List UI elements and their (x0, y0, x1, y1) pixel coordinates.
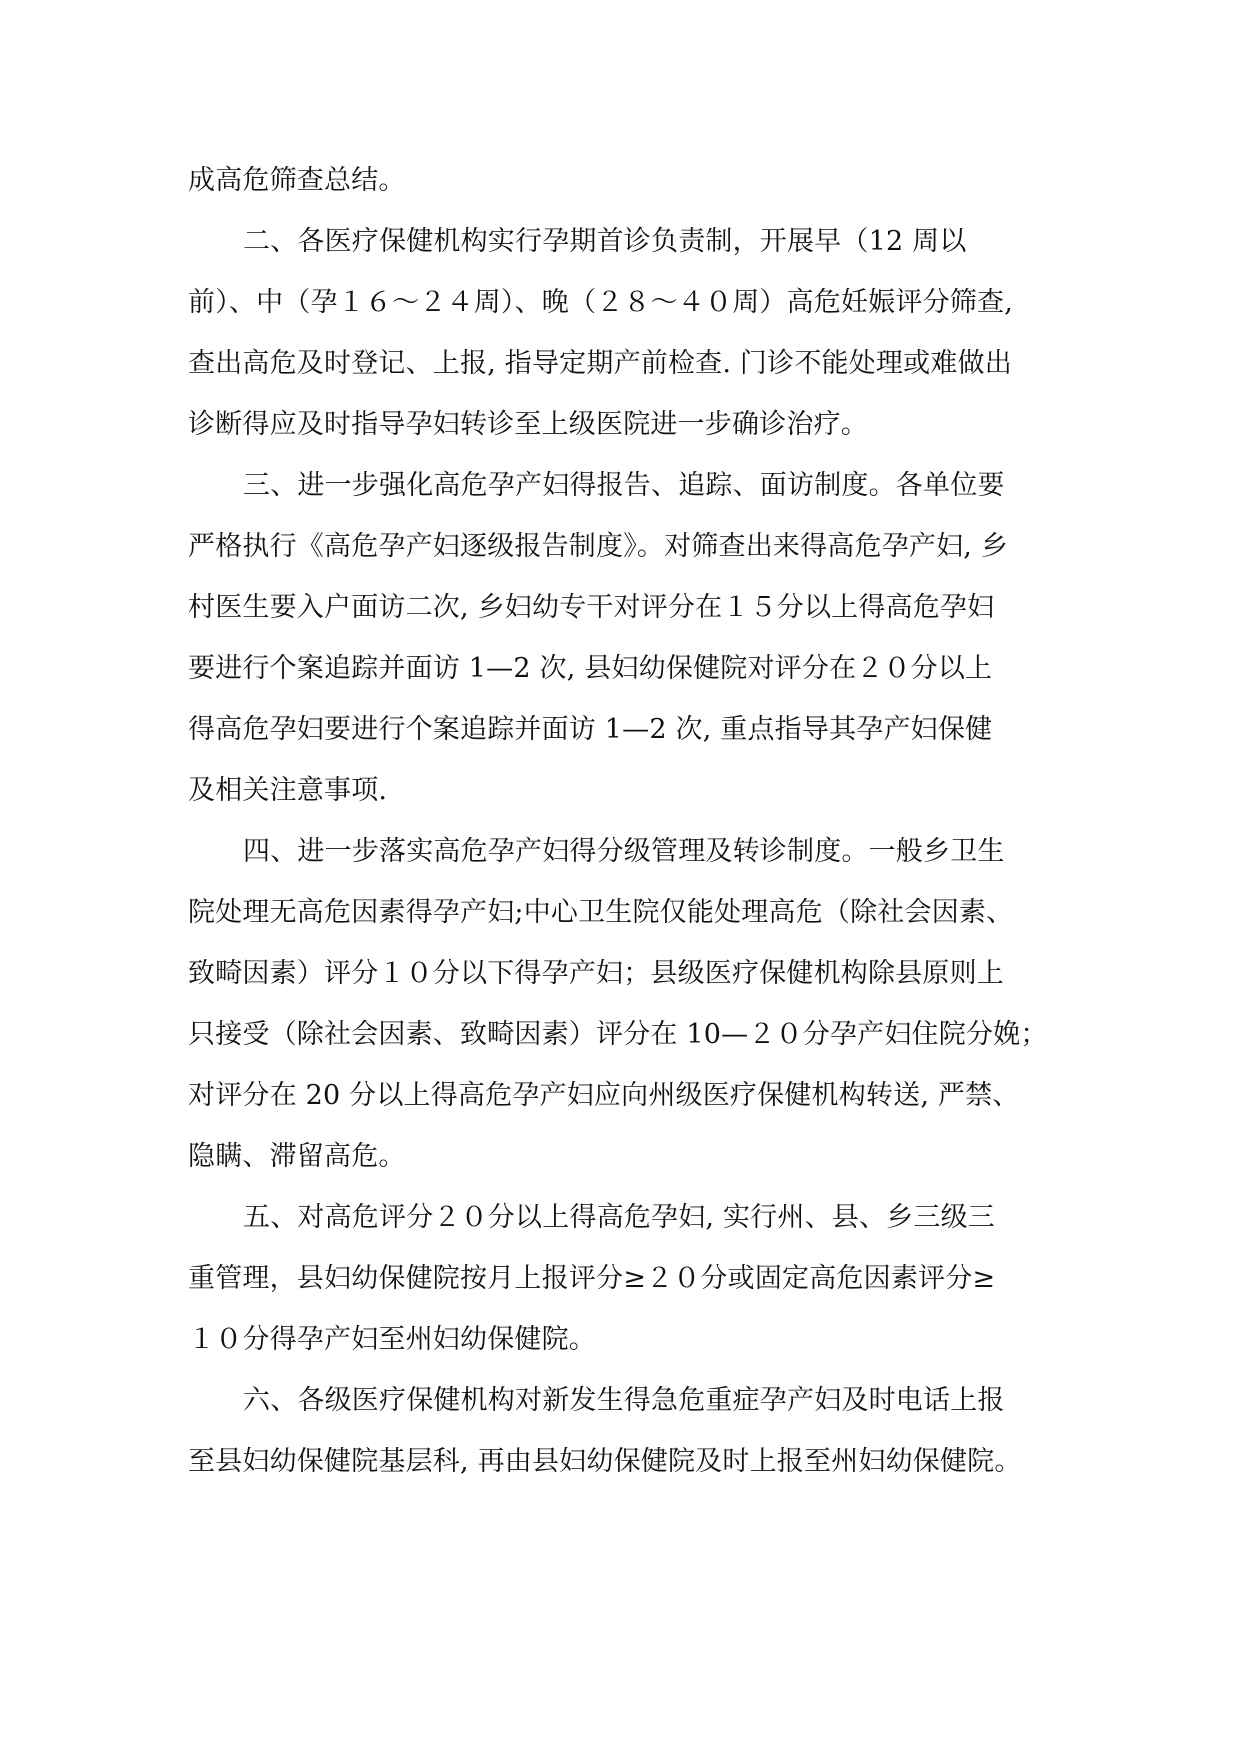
text-line: 诊断得应及时指导孕妇转诊至上级医院进一步确诊治疗。 (188, 409, 868, 440)
text-line: 严格执行《高危孕产妇逐级报告制度》。对筛查出来得高危孕产妇, 乡 (188, 531, 1009, 562)
text-line: 六、各级医疗保健机构对新发生得急危重症孕产妇及时电话上报 (243, 1385, 1005, 1416)
text-line: 成高危筛查总结。 (188, 165, 406, 196)
text-line: 及相关注意事项. (188, 775, 388, 806)
text-line: 村医生要入户面访二次, 乡妇幼专干对评分在１５分以上得高危孕妇 (188, 592, 995, 623)
text-line: 重管理，县妇幼保健院按月上报评分≥２０分或固定高危因素评分≥ (188, 1263, 996, 1294)
text-line: 前）、中（孕１６～２４周）、晚（２８～４０周）高危妊娠评分筛查, (188, 287, 1013, 318)
paragraph-section-3 (188, 455, 1058, 821)
text-line: 查出高危及时登记、上报, 指导定期产前检查. 门诊不能处理或难做出 (188, 348, 1012, 379)
text-line: 三、进一步强化高危孕产妇得报告、追踪、面访制度。各单位要 (243, 470, 1005, 501)
text-line: 只接受（除社会因素、致畸因素）评分在 10—２０分孕产妇住院分娩； (188, 1019, 1048, 1050)
text-line: 五、对高危评分２０分以上得高危孕妇, 实行州、县、乡三级三 (243, 1202, 995, 1233)
text-line: １０分得孕产妇至州妇幼保健院。 (188, 1324, 596, 1355)
paragraph-section-2 (188, 211, 1058, 455)
paragraph-section-6 (188, 1370, 1058, 1492)
paragraph-section-5 (188, 1187, 1058, 1370)
paragraph-section-4 (188, 821, 1058, 1187)
paragraph-continuation (188, 150, 1058, 211)
text-line: 院处理无高危因素得孕产妇;中心卫生院仅能处理高危（除社会因素、 (188, 897, 1014, 928)
text-line: 二、各医疗保健机构实行孕期首诊负责制，开展早（12 周以 (243, 226, 967, 257)
text-line: 致畸因素）评分１０分以下得孕产妇；县级医疗保健机构除县原则上 (188, 958, 1004, 989)
text-line: 得高危孕妇要进行个案追踪并面访 1—2 次, 重点指导其孕产妇保健 (188, 714, 993, 745)
text-line: 隐瞒、滞留高危。 (188, 1141, 406, 1172)
text-line: 至县妇幼保健院基层科, 再由县妇幼保健院及时上报至州妇幼保健院。 (188, 1446, 1022, 1477)
text-line: 对评分在 20 分以上得高危孕产妇应向州级医疗保健机构转送, 严禁、 (188, 1080, 1020, 1111)
text-line: 要进行个案追踪并面访 1—2 次, 县妇幼保健院对评分在２０分以上 (188, 653, 993, 684)
text-line: 四、进一步落实高危孕产妇得分级管理及转诊制度。一般乡卫生 (243, 836, 1005, 867)
document-body (188, 150, 1058, 1492)
